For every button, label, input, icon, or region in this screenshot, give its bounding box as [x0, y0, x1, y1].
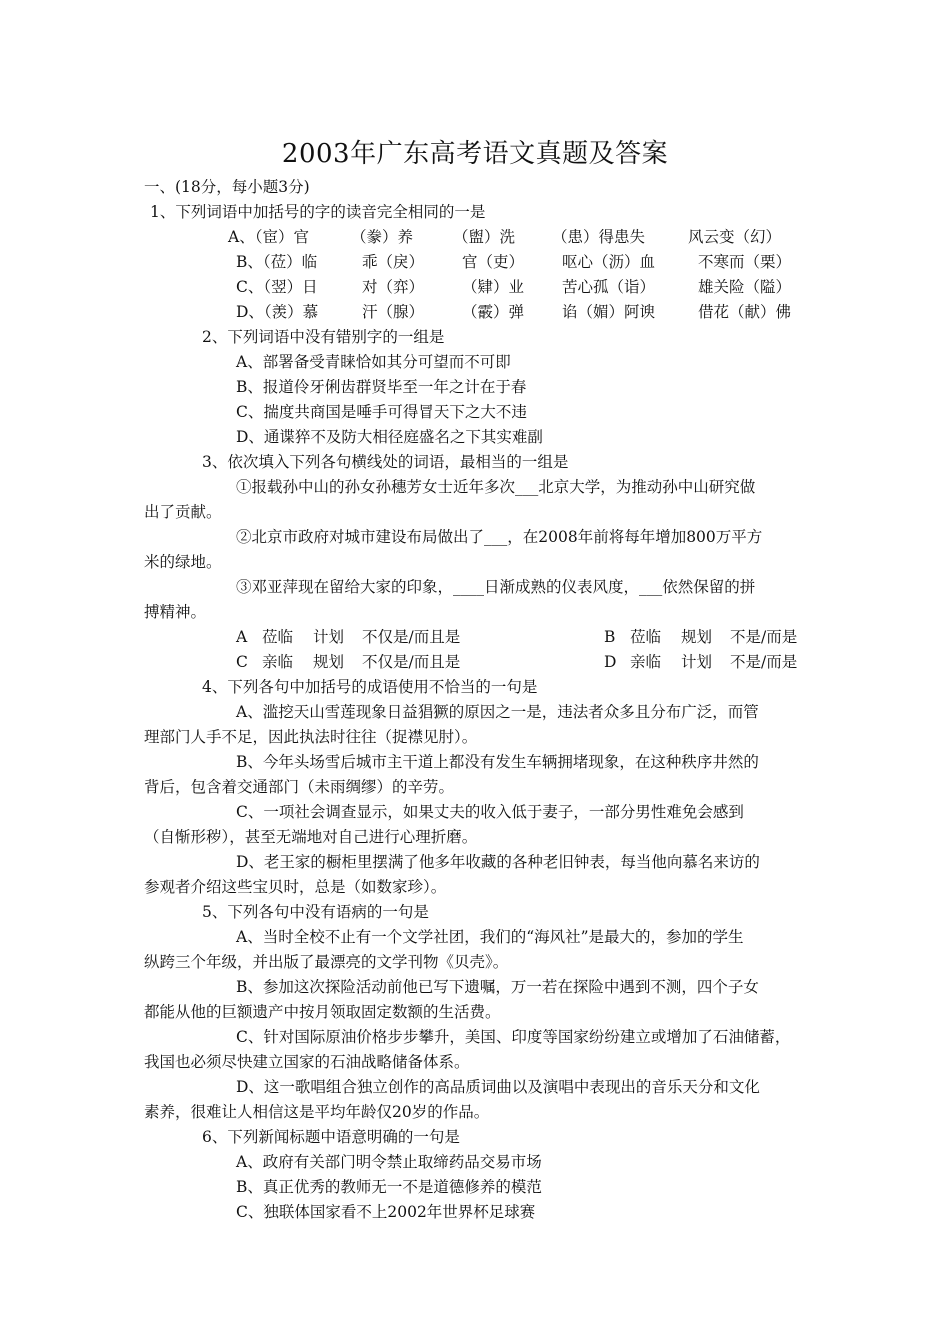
question-3-sentence-2: ②北京市政府对城市建设布局做出了___，在2008年前将每年增加800万平方: [236, 528, 763, 546]
cell: 莅临: [262, 628, 294, 646]
cell: （豢）养: [351, 228, 414, 246]
cell: （肄）业: [462, 278, 525, 296]
cell: D: [604, 653, 617, 671]
question-5-option-c-cont: 我国也必须尽快建立国家的石油战略储备体系。: [144, 1053, 470, 1071]
cell: 计划: [313, 628, 345, 646]
question-5-option-b-cont: 都能从他的巨额遗产中按月领取固定数额的生活费。: [144, 1003, 501, 1021]
question-5-option-d: D、这一歌唱组合独立创作的高品质词曲以及演唱中表现出的音乐天分和文化: [236, 1078, 760, 1096]
cell: （霰）弹: [462, 303, 525, 321]
question-2-stem: 2、下列词语中没有错别字的一组是: [202, 328, 445, 346]
question-2-option-a: A、部署备受青睐恰如其分可望而不可即: [236, 353, 511, 371]
cell: （盥）洗: [453, 228, 516, 246]
question-3-sentence-1-cont: 出了贡献。: [144, 503, 222, 521]
question-5-option-c: C、针对国际原油价格步步攀升，美国、印度等国家纷纷建立或增加了石油储蓄，: [236, 1028, 791, 1046]
question-4-option-c: C、一项社会调查显示，如果丈夫的收入低于妻子，一部分男性难免会感到: [236, 803, 744, 821]
question-5-option-a: A、当时全校不止有一个文学社团，我们的“海风社”是最大的，参加的学生: [236, 928, 744, 946]
cell: 不是/而是: [730, 653, 798, 671]
question-5-option-b: B、参加这次探险活动前他已写下遗嘱，万一若在探险中遇到不测，四个子女: [236, 978, 759, 996]
question-6-stem: 6、下列新闻标题中语意明确的一句是: [202, 1128, 460, 1146]
cell: 谄（媚）阿谀: [562, 303, 656, 321]
cell: D、（羡）慕: [236, 303, 319, 321]
cell: 借花（献）佛: [698, 303, 792, 321]
question-1-stem: 1、下列词语中加括号的字的读音完全相同的一是: [150, 203, 486, 221]
cell: 亲临: [262, 653, 294, 671]
question-2-option-c: C、揣度共商国是唾手可得冒天下之大不违: [236, 403, 527, 421]
question-6-option-c: C、独联体国家看不上2002年世界杯足球赛: [236, 1203, 536, 1221]
question-3-sentence-2-cont: 米的绿地。: [144, 553, 222, 571]
question-3-stem: 3、依次填入下列各句横线处的词语，最相当的一组是: [202, 453, 569, 471]
question-5-option-d-cont: 素养，很难让人相信这是平均年龄仅20岁的作品。: [144, 1103, 490, 1121]
cell: 官（吏）: [462, 253, 525, 271]
cell: 苦心孤（诣）: [562, 278, 656, 296]
question-4-option-a-cont: 理部门人手不足，因此执法时往往（捉襟见肘）。: [144, 728, 478, 746]
cell: 呕心（沥）血: [562, 253, 656, 271]
question-6-option-b: B、真正优秀的教师无一不是道德修养的模范: [236, 1178, 542, 1196]
question-2-option-d: D、通谍猝不及防大相径庭盛名之下其实难副: [236, 428, 543, 446]
cell: 雄关险（隘）: [698, 278, 792, 296]
cell: 规划: [313, 653, 345, 671]
cell: 规划: [681, 628, 713, 646]
cell: 不仅是/而且是: [362, 653, 461, 671]
question-4-option-b: B、今年头场雪后城市主干道上都没有发生车辆拥堵现象，在这种秩序井然的: [236, 753, 759, 771]
question-6-option-a: A、政府有关部门明令禁止取缔药品交易市场: [236, 1153, 542, 1171]
cell: A: [236, 628, 248, 646]
cell: （患）得患失: [552, 228, 646, 246]
cell: 不仅是/而且是: [362, 628, 461, 646]
cell: 汗（腺）: [362, 303, 425, 321]
document-title: 2003年广东高考语文真题及答案: [281, 139, 669, 169]
cell: C、（翌）日: [236, 278, 318, 296]
cell: 亲临: [630, 653, 662, 671]
cell: 风云变（幻）: [688, 228, 782, 246]
question-3-sentence-3: ③邓亚萍现在留给大家的印象，____日渐成熟的仪表风度，___依然保留的拼: [236, 578, 756, 596]
question-4-stem: 4、下列各句中加括号的成语使用不恰当的一句是: [202, 678, 538, 696]
cell: 不是/而是: [730, 628, 798, 646]
question-4-option-d-cont: 参观者介绍这些宝贝时，总是（如数家珍）。: [144, 878, 447, 896]
section-heading: 一、(18分，每小题3分): [144, 178, 310, 196]
question-5-option-a-cont: 纵跨三个年级，并出版了最漂亮的文学刊物《贝壳》。: [144, 953, 509, 971]
question-4-option-b-cont: 背后，包含着交通部门（未雨绸缪）的辛劳。: [144, 778, 455, 796]
cell: B: [604, 628, 616, 646]
question-4-option-d: D、老王家的橱柜里摆满了他多年收藏的各种老旧钟表，每当他向慕名来访的: [236, 853, 760, 871]
question-4-option-a: A、滥挖天山雪莲现象日益猖獗的原因之一是，违法者众多且分布广泛，而管: [236, 703, 759, 721]
question-4-option-c-cont: （自惭形秽），甚至无端地对自己进行心理折磨。: [144, 828, 478, 846]
cell: 对（弈）: [362, 278, 425, 296]
question-5-stem: 5、下列各句中没有语病的一句是: [202, 903, 429, 921]
cell: 计划: [681, 653, 713, 671]
cell: B、（莅）临: [236, 253, 318, 271]
cell: 不寒而（栗）: [698, 253, 792, 271]
cell: A、（宦）官: [228, 228, 309, 246]
question-2-option-b: B、报道伶牙俐齿群贤毕至一年之计在于春: [236, 378, 527, 396]
question-3-sentence-3-cont: 搏精神。: [144, 603, 207, 621]
cell: 乖（戾）: [362, 253, 425, 271]
cell: C: [236, 653, 248, 671]
question-3-sentence-1: ①报载孙中山的孙女孙穗芳女士近年多次___北京大学，为推动孙中山研究做: [236, 478, 756, 496]
cell: 莅临: [630, 628, 662, 646]
